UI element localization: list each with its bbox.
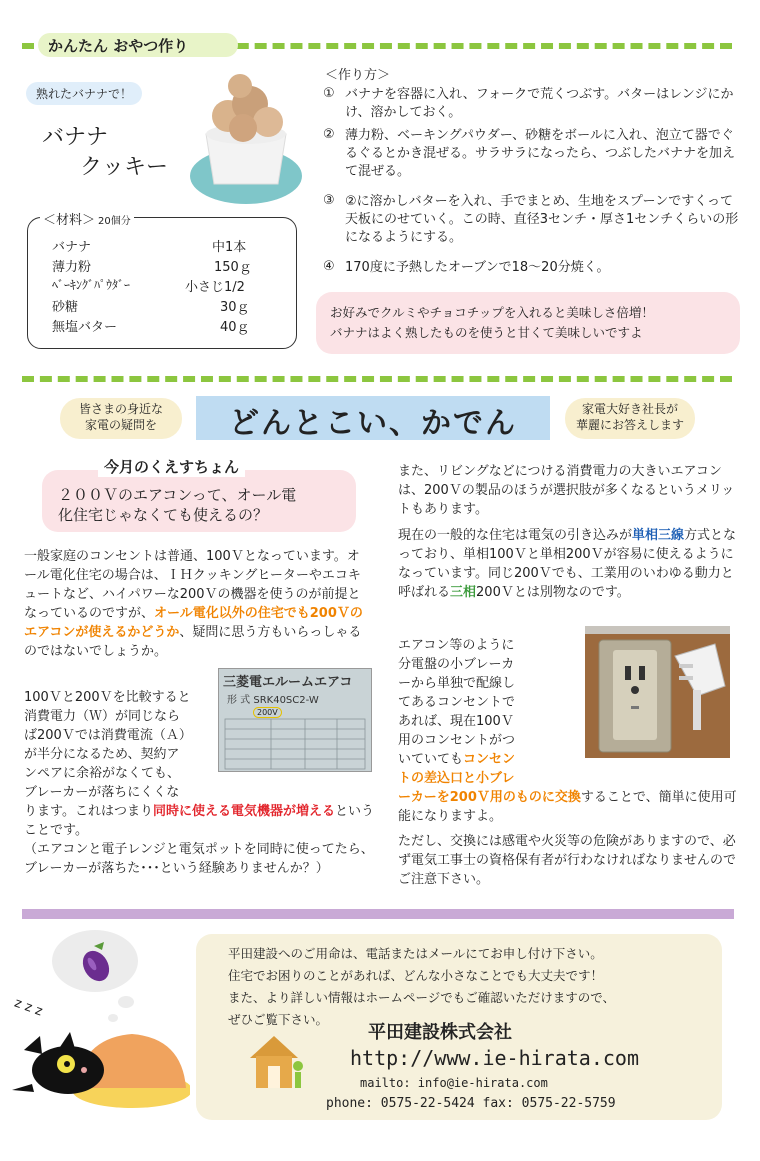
materials-title-text: ＜材料＞ [43, 213, 96, 228]
left-p2-highlight: 同時に使える電気機器が増える [152, 804, 335, 819]
left-p1-b: 、疑問に思う方もいらっしゃるのではないでしょうか。 [24, 625, 362, 659]
right-p2-highlight-1: 単相三線 [632, 528, 685, 543]
right-p2-highlight-2: 三相 [450, 585, 477, 600]
left-p2-d: ということです。 [24, 804, 374, 838]
step-text-0: バナナを容器に入れ、フォークで荒くつぶす。バターはレンジにかけ、溶かしておく。 [345, 87, 734, 120]
right-paragraph-1: また、リビングなどにつける消費電力の大きいエアコンは、200Ｖの製品のほうが選択肢が多くなるというメリットもあります。 [398, 464, 735, 517]
nameplate-voltage: 200V [253, 707, 282, 718]
bubble-dot-1 [118, 996, 134, 1008]
left-paragraph-2-lines [24, 688, 214, 802]
right-p3-highlight-1: コンセン [463, 752, 516, 767]
material-name-4: 無塩バター [52, 320, 118, 335]
right-p3-line-5: 用のコンセントがつ [398, 733, 516, 748]
right-tag-line2: 華麗にお答えします [575, 418, 684, 432]
question-line2: 化住宅じゃなくても使えるの？ [58, 506, 269, 524]
contact-line2: 住宅でお困りのことがあれば、どんな小さなことでも大丈夫です！ [228, 968, 604, 983]
left-p1-a: 一般家庭のコンセントは普通、100Ｖとなっています。オール電化住宅の場合は、ＩＨクッキングヒーターやエコキュートなど、ハイパワーな200Ｖの機器を使うのが前提となっているのですが、 [24, 549, 361, 621]
right-paragraph-3-tail [398, 788, 740, 826]
step-num-0: ① [323, 86, 335, 101]
contact-line3: また、より詳しい情報はホームページでもご確認いただけますので、 [228, 990, 616, 1005]
tip-line2: バナナはよく熟したものを使うと甘くて美味しいですよ [330, 325, 643, 340]
right-p3-highlight-2: トの差込口と小ブレ [398, 771, 515, 786]
company-mail[interactable]: mailto: info@ie-hirata.com [360, 1076, 548, 1090]
step-text-3: 170度に予熱したオーブンで18～20分焼く。 [345, 260, 610, 275]
contact-line1: 平田建設へのご用命は、電話またはメールにてお申し付け下さい。 [228, 946, 603, 961]
left-p2-c: ります。これはつまり [24, 804, 153, 819]
right-tag [565, 398, 695, 439]
step-text-1: 薄力粉、ベーキングパウダー、砂糖をボールに入れ、泡立て器でぐるぐるとかき混ぜる。サラサラになったら、つぶしたバナナを加えて混ぜる。 [345, 128, 736, 179]
right-tag-line1: 家電大好き社長が [581, 402, 678, 416]
step-num-1: ② [323, 127, 335, 142]
right-p3-line-2: ーから単独で配線し [398, 676, 516, 691]
material-name-0: バナナ [52, 240, 92, 255]
house-logo-icon [246, 1032, 308, 1090]
material-qty-4: 40ｇ [220, 320, 250, 335]
company-phone: phone: 0575-22-5424 fax: 0575-22-5759 [326, 1096, 616, 1111]
left-p2-line-5: ブレーカーが落ちにくくな [24, 785, 180, 800]
recipe-title-line2: クッキー [80, 155, 169, 180]
nameplate-maker: 三菱電エルームエアコ [223, 675, 353, 690]
step-num-3: ④ [323, 259, 335, 274]
zzz-text: z z z [12, 995, 45, 1020]
cookie-photo [188, 64, 306, 206]
right-p2-c: 200Ｖとは別物なのです。 [476, 585, 630, 600]
recipe-title-line1: バナナ [42, 125, 109, 150]
material-qty-0: 中1本 [212, 240, 247, 255]
right-p3-line-6 [398, 750, 584, 769]
left-p2-line-1: 消費電力（Ｗ）が同じなら [24, 709, 181, 724]
material-qty-1: 150ｇ [214, 260, 252, 275]
contact-line4: ぜひご覧下さい。 [228, 1012, 329, 1027]
nameplate-photo [218, 668, 372, 772]
right-paragraph-2 [398, 526, 740, 602]
right-p2-b: 方式となっており、単相100Ｖと単相200Ｖが容易に使えるようになっています。同じ200Ｖでも、工業用のいわゆる動力と呼ばれる [398, 528, 737, 600]
eggplant-icon [74, 938, 118, 986]
left-tag-line2: 家電の疑問を [84, 418, 157, 432]
step-text-2: ②に溶かしバターを入れ、手でまとめ、生地をスプーンですくって天板にのせていく。この時、直径3センチ・厚さ1センチくらいの形になるようにする。 [345, 194, 739, 245]
materials-title [40, 209, 134, 228]
right-paragraph-3-lines [398, 636, 584, 788]
company-name: 平田建設株式会社 [368, 1022, 512, 1043]
right-p3-b: することで、簡単に使用可能になりますよ。 [398, 790, 737, 824]
right-paragraph-4: ただし、交換には感電や火災等の危険がありますので、必ず電気工事士の資格保有者が行わなければなりませんのでご注意下さい。 [398, 834, 737, 887]
materials-serving: 20個分 [98, 216, 131, 227]
right-p3-line-0: エアコン等のように [398, 638, 515, 653]
left-paragraph-2-tail [24, 802, 376, 840]
nameplate-model: 形 式 SRK40SC2-W [227, 695, 319, 706]
recipe-header: かんたん おやつ作り [48, 37, 189, 55]
left-p2-line-3: が半分になるため、契約ア [24, 747, 180, 762]
tip-line1: お好みでクルミやチョコチップを入れると美味しさ倍増！ [330, 305, 654, 320]
left-p2-line-4: ンペアに余裕がなくても、 [24, 766, 181, 781]
outlet-photo [585, 626, 730, 758]
nameplate-table [219, 717, 371, 772]
left-tag-line1: 皆さまの身近な [78, 402, 163, 416]
material-name-2: ﾍﾞｰｷﾝｸﾞﾊﾟｳﾀﾞｰ [52, 278, 131, 292]
step-num-2: ③ [323, 193, 335, 208]
left-p2-line-0: 100Ｖと200Ｖを比較すると [24, 690, 191, 705]
recipe-bubble: 熟れたバナナで！ [26, 82, 142, 105]
question-line1: ２００Ｖのエアコンって、オール電 [58, 486, 297, 504]
left-paragraph-3: （エアコンと電子レンジと電気ポットを同時に使ってたら、ブレーカーが落ちた･･･という経験ありませんか？） [24, 842, 374, 876]
right-p3-line-1: 分電盤の小ブレーカ [398, 657, 515, 672]
material-qty-3: 30ｇ [220, 300, 250, 315]
sleeping-cat-icon [10, 1010, 190, 1110]
material-qty-2: 小さじ1/2 [185, 280, 245, 295]
method-title: ＜作り方＞ [325, 68, 391, 83]
left-tag [60, 398, 182, 439]
right-p2-a: 現在の一般的な住宅は電気の引き込みが [398, 528, 633, 543]
left-paragraph-1 [24, 547, 370, 661]
right-p3-a: いていても [398, 752, 464, 767]
left-p2-line-2: ば200Ｖでは消費電流（Ａ） [24, 728, 192, 743]
company-url[interactable]: http://www.ie-hirata.com [350, 1046, 639, 1070]
right-p3-line-3: てあるコンセントで [398, 695, 516, 710]
right-p3-line-4: あれば、現在100Ｖ [398, 714, 514, 729]
material-name-3: 砂糖 [52, 300, 79, 315]
title-banner-text: どんとこい、かでん [229, 406, 517, 441]
middle-divider [22, 376, 732, 382]
left-p1-highlight: オール電化以外の住宅でも200Ｖのエアコンが使えるかどうか [24, 606, 363, 640]
question-header: 今月のくえすちょん [98, 456, 245, 477]
right-p3-highlight-3: ーカーを200Ｖ用のものに交換 [398, 790, 581, 805]
material-name-1: 薄力粉 [52, 260, 92, 275]
footer-divider [22, 909, 734, 919]
